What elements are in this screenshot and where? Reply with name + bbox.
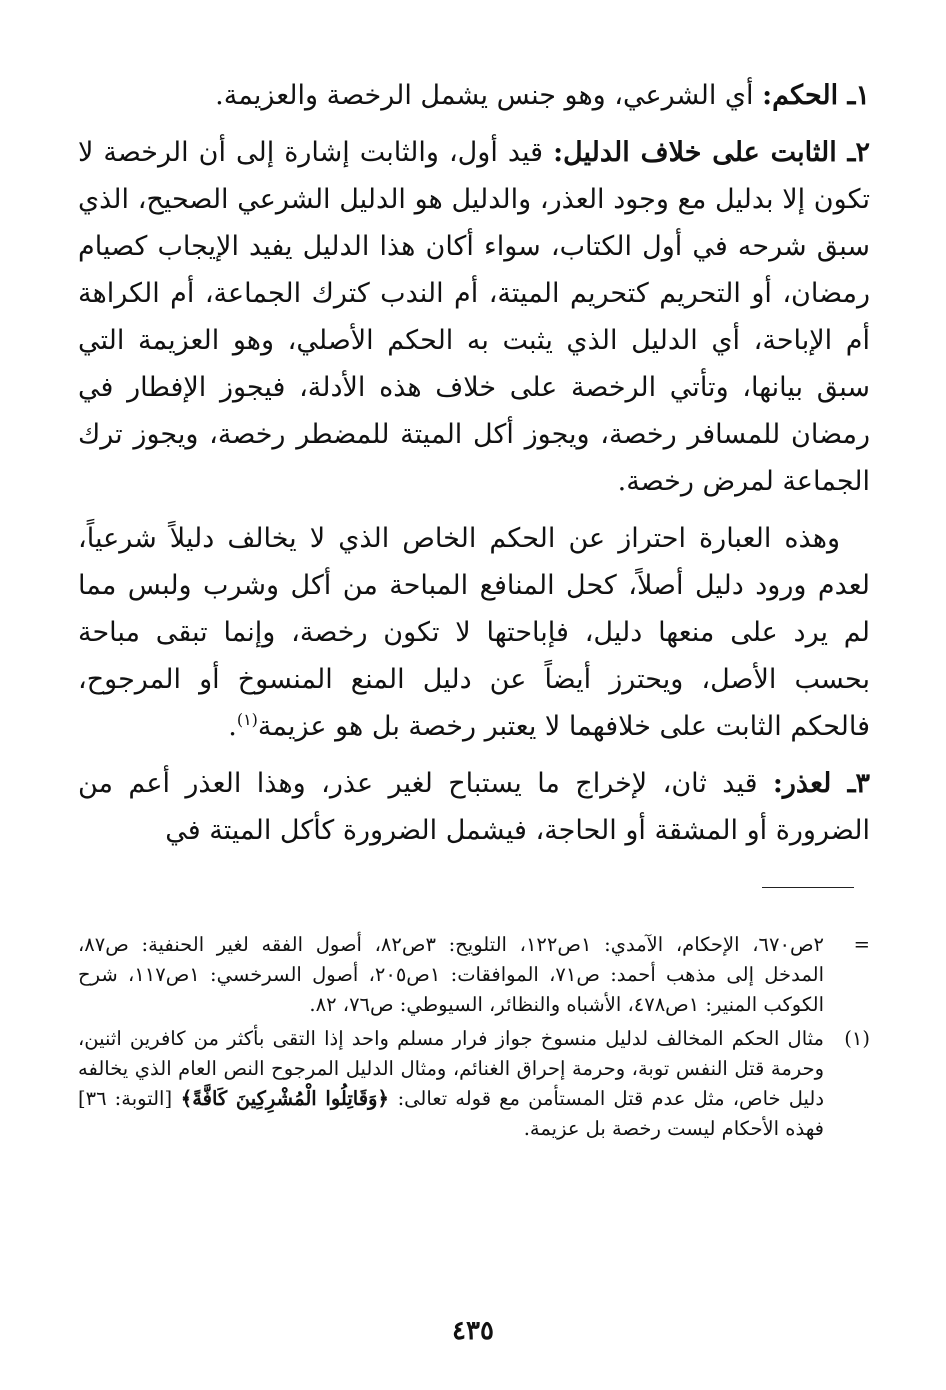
footnote-text: ٢ص٦٧٠، الإحكام، الآمدي: ١ص١٢٢، التلويح: ٣ص٨٢، أصول الفقه لغير الحنفية: ص٨٧، المدخل إلى مذهب أحمد: ص٧١، الموافقات: ١ص٢٠٥، أصول السرخسي: ١ص١١٧، شرح الكوكب المنير: ١ص٤٧٨، الأشباه والنظائر، السيوطي: ص٧٦، ٨٢. — [78, 933, 824, 1016]
paragraph-text: وهذه العبارة احتراز عن الحكم الخاص الذي لا يخالف دليلاً شرعياً، لعدم ورود دليل أصلاً، كحل المنافع المباحة من أكل وشرب ولبس مما لم يرد على منعها دليل، فإباحتها لا تكون رخصة، وإنما تبقى مباحة بحسب الأصل، ويحترز أيضاً عن دليل المنع المنسوخ أو المرجوح، فالحكم الثابت على خلافهما لا يعتبر رخصة بل هو عزيمة — [78, 523, 870, 742]
footnote-1 — [78, 1024, 870, 1144]
paragraph-text: قيد أول، والثابت إشارة إلى أن الرخصة لا تكون إلا بدليل مع وجود العذر، والدليل هو الدليل الشرعي الصحيح، الذي سبق شرحه في أول الكتاب، سواء أكان هذا الدليل يفيد الإيجاب كصيام رمضان، أو التحريم كتحريم الميتة، أم الندب كترك الجماعة، أم الكراهة أم الإباحة، أي الدليل الذي يثبت به الحكم الأصلي، وهو العزيمة التي سبق بيانها، وتأتي الرخصة على خلاف هذه الأدلة، فيجوز الإفطار في رمضان للمسافر رخصة، ويجوز أكل الميتة للمضطر رخصة، ويجوز ترك الجماعة لمرض رخصة. — [78, 137, 870, 497]
footnote-separator — [762, 887, 854, 888]
paragraph-3 — [78, 515, 870, 750]
footnote-mark: (١) — [844, 1027, 870, 1050]
quran-verse: ﴿وَقَاتِلُوا الْمُشْرِكِينَ كَافَّةً﴾ — [172, 1087, 398, 1110]
footnotes — [78, 930, 870, 1144]
footnote-ref[interactable]: (١) — [236, 710, 258, 729]
footnote-text: مثال الحكم المخالف لدليل منسوخ جواز فرار مسلم واحد إذا التقى بأكثر من كافرين اثنين، وحرمة قتل النفس توبة، وحرمة إحراق الغنائم، ومثال الدليل المرجوح النص العام الذي يخالفه دليل خاص، مثل عدم قتل المستأمن مع قوله تعالى: — [78, 1027, 824, 1110]
paragraph-1 — [78, 72, 870, 119]
paragraph-4 — [78, 760, 870, 854]
paragraph-text: قيد ثان، لإخراج ما يستباح لغير عذر، وهذا العذر أعم من الضرورة أو المشقة أو الحاجة، فيشمل الضرورة كأكل الميتة في — [78, 768, 870, 846]
paragraph-lead: ١ـ الحكم: — [762, 80, 870, 111]
paragraph-tail: . — [228, 711, 237, 742]
footnote-continued — [78, 930, 870, 1020]
paragraph-2 — [78, 129, 870, 505]
footnote-text-wrap — [78, 1024, 824, 1144]
footnote-tail: [التوبة: ٣٦] فهذه الأحكام ليست رخصة بل عزيمة. — [78, 1087, 824, 1140]
page-number: ٤٣٥ — [452, 1316, 494, 1346]
paragraph-lead: ٢ـ الثابت على خلاف الدليل: — [553, 137, 870, 168]
paragraph-text: أي الشرعي، وهو جنس يشمل الرخصة والعزيمة. — [215, 80, 763, 111]
paragraph-lead: ٣ـ لعذر: — [772, 768, 870, 799]
footnote-mark: = — [853, 933, 870, 956]
